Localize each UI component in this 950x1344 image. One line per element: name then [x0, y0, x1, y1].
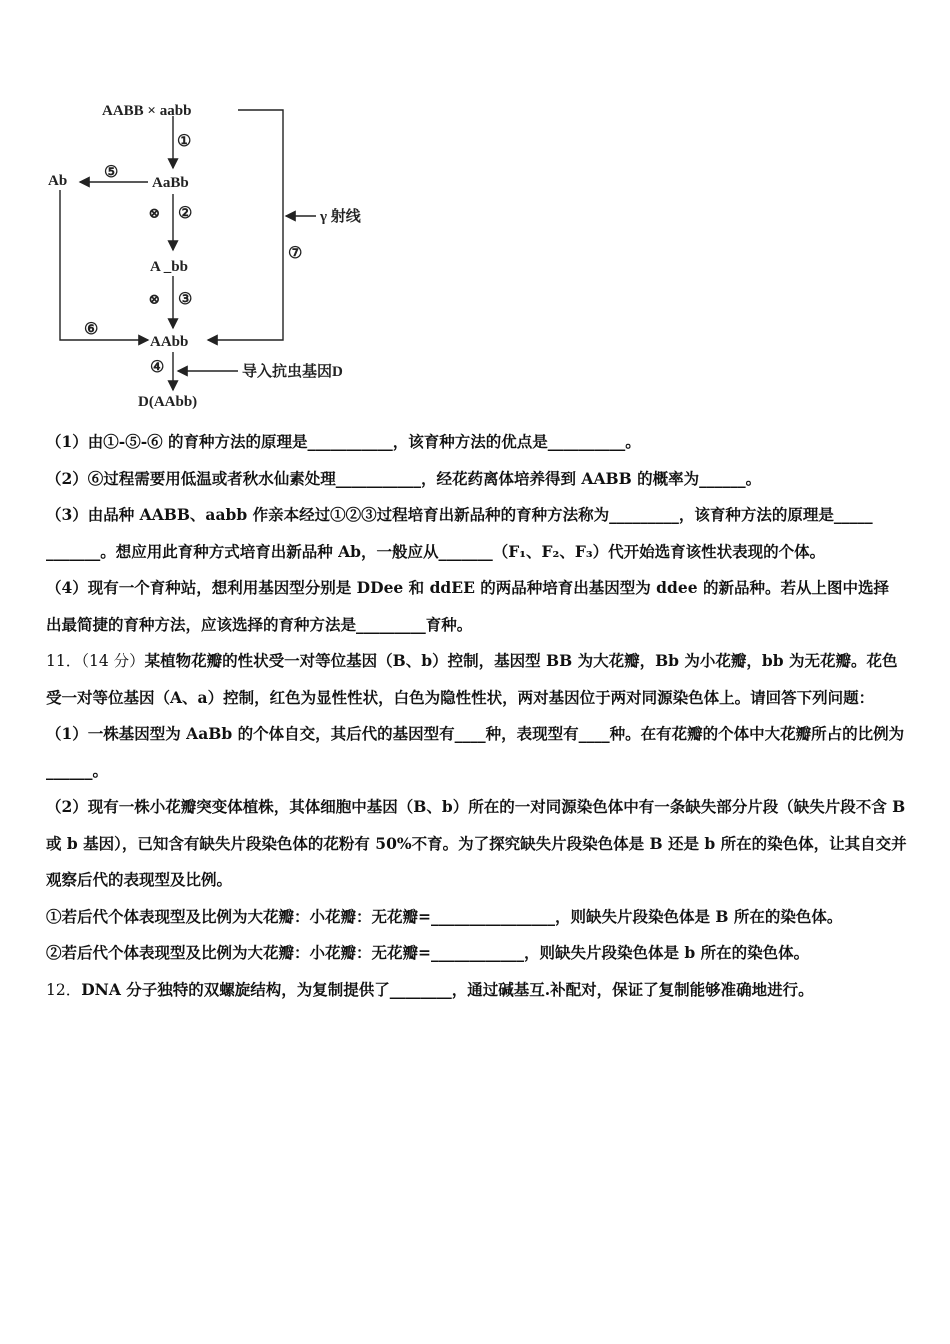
label-parents: AABB × aabb	[102, 103, 192, 119]
step3-marker: ③	[178, 291, 193, 308]
step5-marker: ⑤	[104, 164, 119, 181]
q11-number: 11．	[46, 652, 82, 670]
q10-part4-line1: （4）现有一个育种站，想利用基因型分别是 DDee 和 ddEE 的两品种培育出基因型为 ddee 的新品种。若从上图中选择	[46, 578, 889, 597]
q11-stem	[46, 643, 908, 716]
label-aabb-target: AAbb	[150, 334, 189, 350]
q11-stem-text: 某植物花瓣的性状受一对等位基因（B、b）控制，基因型 BB 为大花瓣，Bb 为小花瓣，bb 为无花瓣。花色受一对等位基因（A、a）控制，红色为显性性状，白色为隐性性状，两对基因位于两对同源染色体上。请回答下列问题：	[46, 651, 898, 707]
q12-number: 12．	[46, 980, 82, 999]
q11-option2: ②若后代个体表现型及比例为大花瓣：小花瓣：无花瓣=____________，则缺失片段染色体是 b 所在的染色体。	[46, 943, 810, 962]
label-gamma: γ 射线	[320, 209, 361, 225]
label-gene-import: 导入抗虫基因D	[242, 364, 343, 380]
selfing-marker-2: ⊗	[148, 292, 161, 308]
q11-score: （14 分）	[81, 652, 145, 670]
step7-marker: ⑦	[288, 245, 303, 262]
selfing-marker-1: ⊗	[148, 206, 161, 222]
step2-marker: ②	[178, 205, 193, 222]
q11-part1: （1）一株基因型为 AaBb 的个体自交，其后代的基因型有____种，表现型有____种。在有花瓣的个体中大花瓣所占的比例为______。	[46, 724, 905, 780]
label-ab: Ab	[48, 173, 68, 189]
q11-part2: （2）现有一株小花瓣突变体植株，其体细胞中基因（B、b）所在的一对同源染色体中有一条缺失部分片段（缺失片段不含 B 或 b 基因），已知含有缺失片段染色体的花粉有 50%不育。为了探究缺失片段染色体是 B 还是 b 所在的染色体，让其自交并观察后代的表现型及比例。	[46, 797, 907, 889]
label-a-bb: A _bb	[150, 259, 188, 275]
q12-text: DNA 分子独特的双螺旋结构，为复制提供了________，通过碱基互.补配对，保证了复制能够准确地进行。	[81, 979, 814, 999]
q10-part3-line2: _______。想应用此育种方式培育出新品种 Ab，一般应从_______（F₁、F₂、F₃）代开始选育该性状表现的个体。	[46, 541, 826, 561]
q10-part2: （2）⑥过程需要用低温或者秋水仙素处理___________，经花药离体培养得到 AABB 的概率为______。	[46, 468, 762, 488]
step1-marker: ①	[177, 133, 192, 150]
label-product: D(AAbb)	[138, 394, 198, 410]
q11-option1: ①若后代个体表现型及比例为大花瓣：小花瓣：无花瓣=________________，则缺失片段染色体是 B 所在的染色体。	[46, 906, 843, 926]
q12	[46, 972, 908, 1009]
q10-part3-line1: （3）由品种 AABB、aabb 作亲本经过①②③过程培育出新品种的育种方法称为_________，该育种方法的原理是_____	[46, 505, 873, 524]
q10-part1: （1）由①-⑤-⑥ 的育种方法的原理是___________，该育种方法的优点是__________。	[46, 432, 641, 451]
arrow-step7	[208, 110, 283, 340]
step4-marker: ④	[150, 359, 165, 376]
step6-marker: ⑥	[84, 321, 99, 338]
question-text	[46, 424, 908, 1008]
label-aabb-f1: AaBb	[152, 175, 189, 191]
q10-part4-line2: 出最简捷的育种方法，应该选择的育种方法是_________育种。	[46, 614, 473, 634]
breeding-diagram	[40, 90, 420, 420]
arrow-step6	[60, 190, 148, 340]
